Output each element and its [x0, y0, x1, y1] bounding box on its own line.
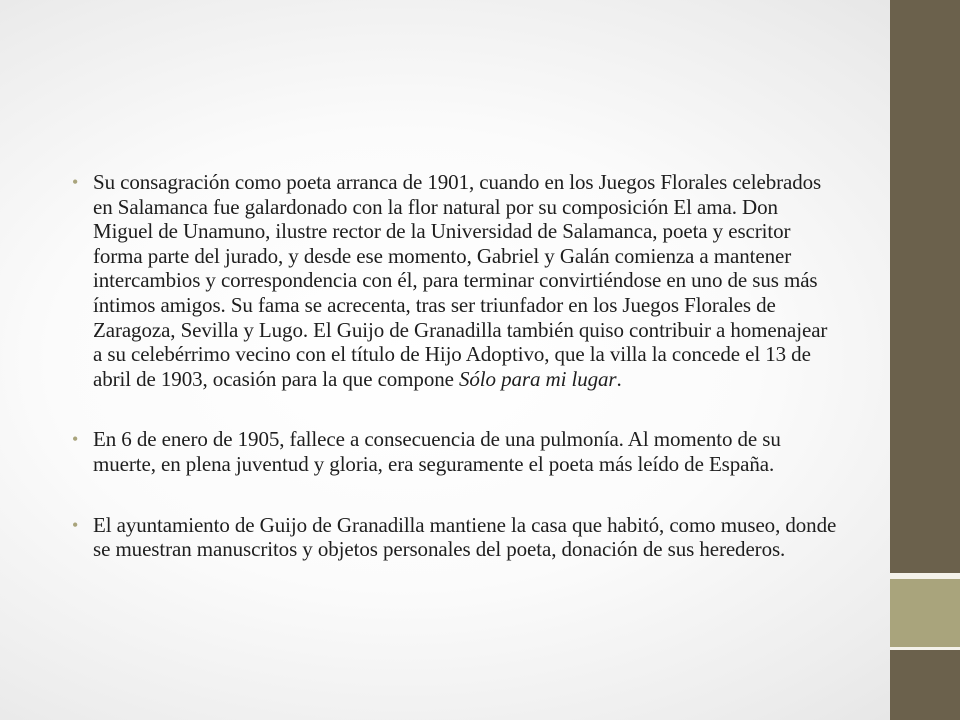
- bullet-paragraph-1: [70, 170, 840, 391]
- side-bar-dark-top: [890, 0, 960, 573]
- bullet-paragraph-2: [70, 427, 840, 476]
- paragraph-text: En 6 de enero de 1905, fallece a consecuencia de una pulmonía. Al momento de su muerte, en plena juventud y gloria, era seguramente el poeta más leído de España.: [93, 427, 781, 476]
- bullet-icon: •: [72, 429, 79, 450]
- bullet-icon: •: [72, 172, 79, 192]
- paragraph-text: [93, 170, 840, 391]
- paragraph-text: El ayuntamiento de Guijo de Granadilla mantiene la casa que habitó, como museo, donde se muestran manuscritos y objetos personales del poeta, donación de sus herederos.: [93, 512, 837, 562]
- bullet-paragraph-3: [70, 513, 840, 562]
- bullet-icon: •: [72, 514, 79, 535]
- paragraph-main-text: Su consagración como poeta arranca de 1901, cuando en los Juegos Florales celebrados en Salamanca fue galardonado con la flor natural por su composición El ama. Don Miguel de Unamuno, ilustre rector de la Universidad de Salamanca, poeta y escritor forma parte del jurado, y desde ese momento, Gabriel y Galán comienza a mantener intercambios y correspondencia con él, para terminar convirtiéndose en uno de sus más íntimos amigos. Su fama se acrecenta, tras ser triunfador en los Juegos Florales de Zaragoza, Sevilla y Lugo. El Guijo de Granadilla también quiso contribuir a homenajear a su celebérrimo vecino con el título de Hijo Adoptivo, que la villa la concede el 13 de abril de 1903, ocasión para la que compone: [93, 170, 828, 391]
- decorative-side-bar: [890, 0, 960, 720]
- side-bar-light-accent: [890, 579, 960, 647]
- slide-body: [70, 170, 840, 598]
- paragraph-end: .: [616, 366, 622, 391]
- poem-title: Sólo para mi lugar: [459, 366, 617, 391]
- side-bar-dark-bottom: [890, 650, 960, 720]
